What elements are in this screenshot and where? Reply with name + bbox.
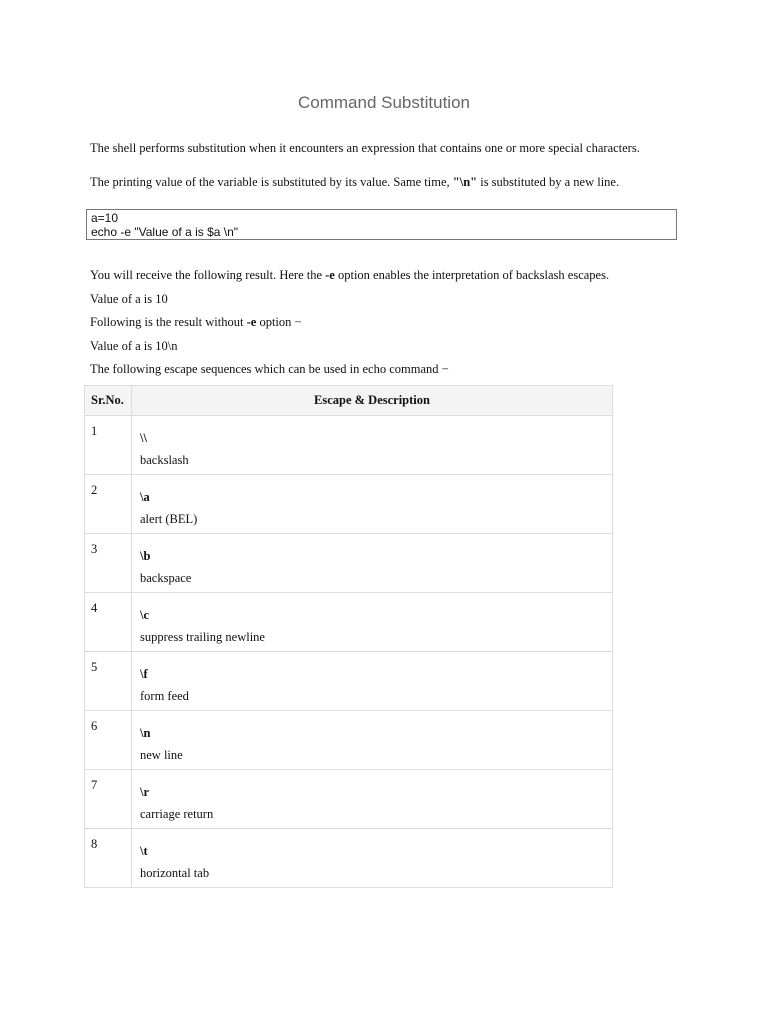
- table-row: [85, 652, 613, 711]
- code-block: [86, 209, 677, 240]
- escape-code: \r: [140, 785, 150, 799]
- escape-description: carriage return: [140, 807, 214, 821]
- escape-code: \t: [140, 844, 148, 858]
- page-title: Command Substitution: [298, 93, 470, 112]
- escape-description: suppress trailing newline: [140, 630, 265, 644]
- row-escape-cell: [132, 475, 613, 534]
- result-intro-before: You will receive the following result. Here the: [90, 268, 326, 282]
- table-row: [85, 770, 613, 829]
- row-number: 3: [85, 534, 132, 593]
- intro-paragraph: The shell performs substitution when it encounters an expression that contains one or more special characters.: [90, 141, 640, 155]
- e-option-highlight-2: -e: [246, 315, 257, 329]
- table-header-row: [85, 386, 613, 416]
- without-e-paragraph: [90, 315, 302, 330]
- escape-code: \f: [140, 667, 148, 681]
- table-row: [85, 711, 613, 770]
- escape-description: alert (BEL): [140, 512, 198, 526]
- substitution-text-before: The printing value of the variable is substituted by its value. Same time,: [90, 175, 453, 189]
- row-escape-cell: [132, 711, 613, 770]
- row-escape-cell: [132, 416, 613, 475]
- code-line-1: a=10: [91, 211, 119, 225]
- table-intro-paragraph: The following escape sequences which can be used in echo command −: [90, 362, 449, 376]
- result-without-e-output: Value of a is 10\n: [90, 339, 178, 353]
- header-sr-no: Sr.No.: [85, 386, 132, 416]
- escape-code: \b: [140, 549, 151, 563]
- code-line-2: echo -e "Value of a is $a \n": [91, 225, 239, 239]
- table-row: [85, 534, 613, 593]
- row-number: 8: [85, 829, 132, 888]
- escape-description: form feed: [140, 689, 189, 703]
- escape-code: \a: [140, 490, 150, 504]
- without-e-before: Following is the result without: [90, 315, 247, 329]
- without-e-after: option −: [256, 315, 302, 329]
- substitution-text-after: is substituted by a new line.: [477, 175, 620, 189]
- escape-code: \\: [140, 431, 147, 445]
- row-escape-cell: [132, 652, 613, 711]
- table-row: [85, 475, 613, 534]
- escape-description: new line: [140, 748, 183, 762]
- result-intro-paragraph: [90, 268, 609, 283]
- newline-escape-highlight: "\n": [452, 175, 478, 189]
- row-number: 1: [85, 416, 132, 475]
- header-escape-description: Escape & Description: [132, 386, 613, 416]
- e-option-highlight: -e: [325, 268, 335, 282]
- result-intro-after: option enables the interpretation of backslash escapes.: [334, 268, 610, 282]
- table-row: [85, 416, 613, 475]
- row-escape-cell: [132, 534, 613, 593]
- escape-code: \n: [140, 726, 151, 740]
- row-number: 4: [85, 593, 132, 652]
- row-number: 6: [85, 711, 132, 770]
- row-escape-cell: [132, 829, 613, 888]
- table-row: [85, 829, 613, 888]
- escape-description: backspace: [140, 571, 192, 585]
- escape-code: \c: [140, 608, 150, 622]
- escape-description: horizontal tab: [140, 866, 210, 880]
- row-escape-cell: [132, 593, 613, 652]
- table-row: [85, 593, 613, 652]
- substitution-paragraph: [90, 175, 619, 190]
- row-escape-cell: [132, 770, 613, 829]
- result-with-e-output: Value of a is 10: [90, 292, 168, 306]
- escape-sequence-table: [84, 385, 613, 888]
- row-number: 2: [85, 475, 132, 534]
- escape-description: backslash: [140, 453, 189, 467]
- row-number: 5: [85, 652, 132, 711]
- row-number: 7: [85, 770, 132, 829]
